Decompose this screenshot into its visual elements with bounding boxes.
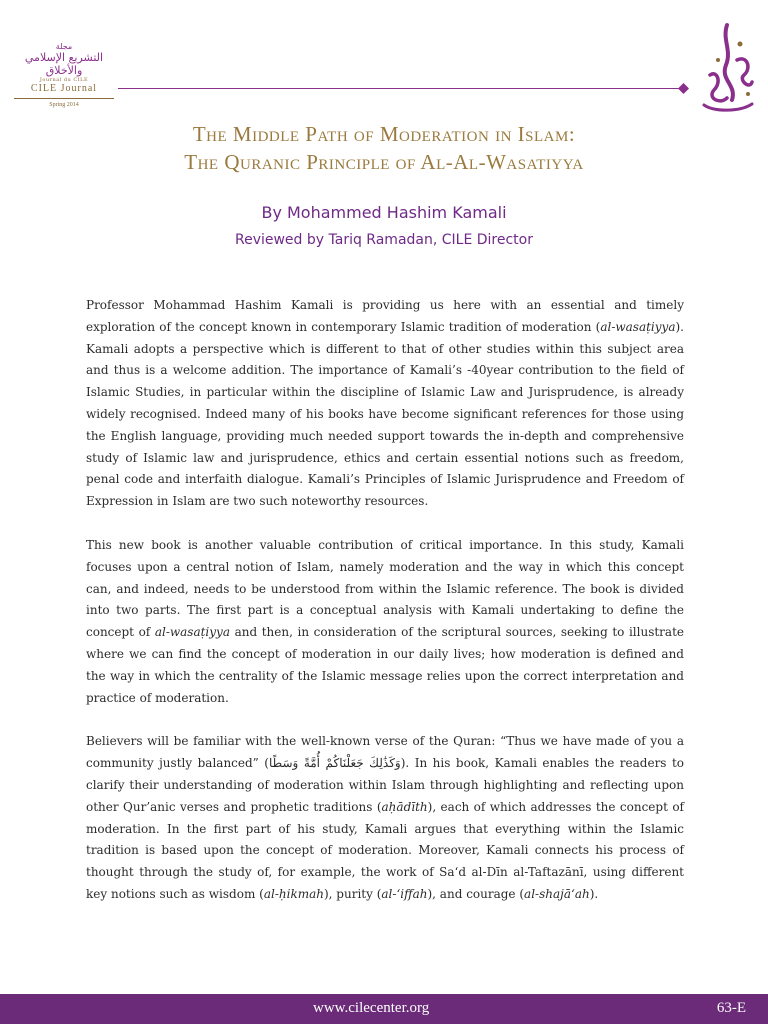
article-title — [0, 120, 768, 176]
header-rule — [118, 88, 684, 89]
paragraph-text: ). Kamali adopts a perspective which is different to that of other studies within this subject area and thus is a welcome addition. The importance of Kamali’s -40year contribution to the field of Islamic Studies, in particular within the discipline of Islamic Law and Jurisprudence, is already widely recognised. Indeed many of his books have become significant references for those using the English language, providing much needed support towards the in-depth and comprehensive study of Islamic law and jurisprudence, ethics and certain essential notions such as freedom, penal code and interfaith dialogue. Kamali’s Principles of Islamic Jurisprudence and Freedom of Expression in Islam are two such noteworthy resources. — [86, 319, 684, 509]
paragraph-text: Professor Mohammad Hashim Kamali is providing us here with an essential and timely exploration of the concept known in contemporary Islamic tradition of moderation ( — [86, 298, 684, 334]
page-header — [0, 0, 768, 110]
italic-term: al-wasaṭiyya — [154, 625, 230, 640]
footer-website-link[interactable]: www.cilecenter.org — [313, 1000, 430, 1016]
title-line-2: The Quranic Principle of Al-Al-Wasatiyya — [184, 150, 584, 174]
title-line-1: The Middle Path of Moderation in Islam: — [192, 122, 576, 146]
page-footer — [0, 994, 768, 1024]
logo-season: Spring 2014 — [14, 98, 114, 109]
article-body — [86, 295, 684, 928]
reviewer-line: Reviewed by Tariq Ramadan, CILE Director — [234, 232, 533, 248]
paragraph-text: Believers will be familiar with the well-known verse of the Quran: “Thus we have made of you a community justly balanced” (وَكَذَٰلِكَ جَعَلْنَاكُمْ أُمَّةً وَسَطًا). In his book, Kamali enables the readers to clarify their understanding of moderation within Islam through highlighting and reflecting upon other Qur’anic verses and prophetic traditions ( — [86, 734, 684, 814]
logo-arabic-text: التشريع الإسلامي والأخلاق — [24, 51, 104, 77]
italic-term: al-ḥikmah — [263, 886, 324, 901]
body-paragraph — [86, 535, 684, 709]
body-paragraph — [86, 731, 684, 905]
logo-subtitle: Journal du CILE — [39, 77, 89, 83]
italic-term: aḥādīth — [381, 799, 428, 814]
rule-diamond-icon — [678, 83, 689, 94]
body-paragraph — [86, 295, 684, 513]
cile-journal-logo — [14, 42, 114, 109]
page-number: 63-E — [716, 1000, 746, 1016]
paragraph-text: and then, in consideration of the scriptural sources, seeking to illustrate where we can find the concept of moderation in our daily lives; how moderation is defined and the way in which the centrality of the Islamic message relies upon the correct interpretation and practice of moderation. — [86, 625, 684, 705]
logo-top-text: مجلة — [55, 42, 73, 51]
paragraph-text: ), each of which addresses the concept of moderation. In the first part of his study, Kamali argues that everything within the Islamic tradition is based upon the concept of moderation. Moreover, Kamali connects his process of thought through the study of, for example, the work of Sa‘d al-Dīn al-Taftazānī, using different key notions such as wisdom ( — [86, 799, 684, 901]
logo-journal-name: CILE Journal — [30, 83, 98, 94]
paragraph-text: ), purity ( — [324, 886, 382, 901]
paragraph-text: ), and courage ( — [427, 886, 525, 901]
calligraphy-logo-icon — [692, 20, 762, 120]
italic-term: al-wasaṭiyya — [600, 319, 676, 334]
italic-term: al-shajā‘ah — [524, 886, 590, 901]
paragraph-text: ). — [589, 886, 599, 901]
author-byline: By Mohammed Hashim Kamali — [261, 203, 507, 222]
italic-term: al-‘iffah — [381, 886, 428, 901]
paragraph-text: This new book is another valuable contribution of critical importance. In this study, Kamali focuses upon a central notion of Islam, namely moderation and the way in which this concept can, and indeed, needs to be understood from within the Islamic reference. The book is divided into two parts. The first part is a conceptual analysis with Kamali undertaking to define the concept of — [86, 537, 684, 640]
